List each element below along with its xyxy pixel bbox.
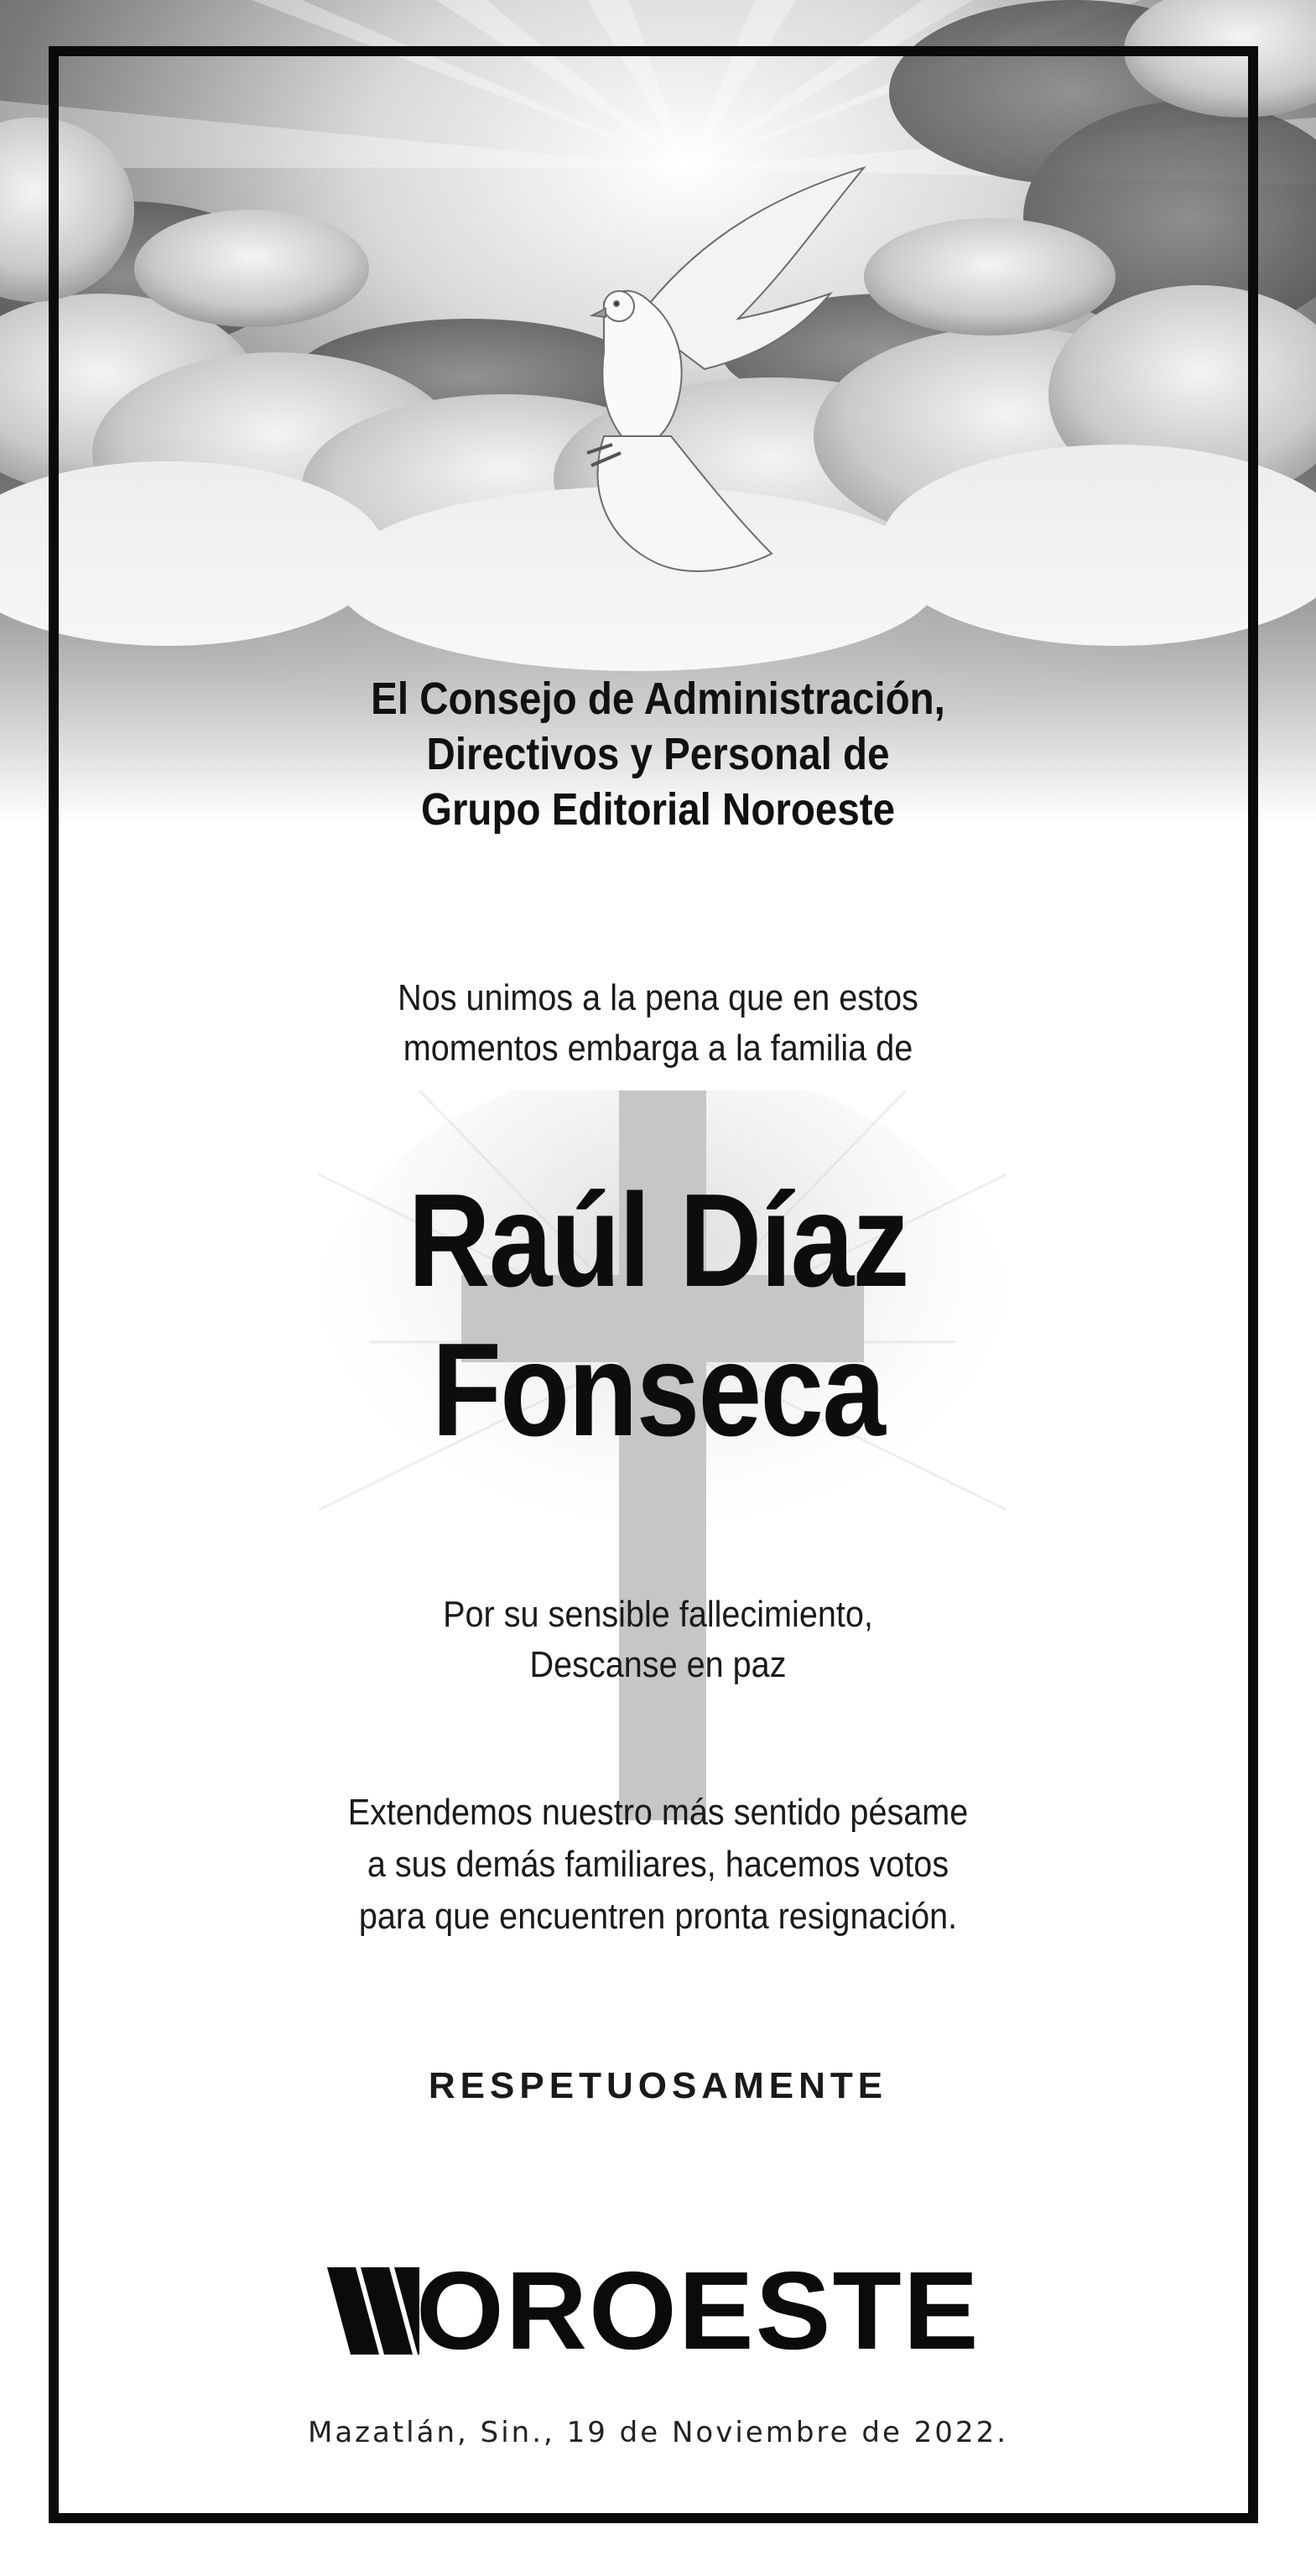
reason-line-1: Por su sensible fallecimiento,	[443, 1594, 873, 1635]
noroeste-logo	[327, 2249, 1023, 2372]
sender-line-2: Directivos y Personal de	[426, 729, 890, 779]
place-date: Mazatlán, Sin., 19 de Noviembre de 2022.	[307, 2416, 1009, 2449]
sender-line-1: El Consejo de Administración,	[371, 674, 945, 724]
sender-heading	[79, 671, 1237, 837]
deceased-name-line-1: Raúl Díaz	[408, 1167, 908, 1314]
reason-line-2: Descanse en paz	[529, 1644, 787, 1685]
intro-line-1: Nos unimos a la pena que en estos	[398, 977, 918, 1018]
deceased-name	[92, 1166, 1224, 1465]
deceased-name-line-2: Fonseca	[431, 1316, 885, 1464]
condolence-line-2: a sus demás familiares, hacemos votos	[367, 1844, 949, 1885]
noroeste-chevron-icon	[327, 2267, 419, 2355]
intro-line-2: momentos embarga a la familia de	[403, 1028, 913, 1069]
condolence-text	[65, 1787, 1250, 1943]
intro-text	[65, 973, 1250, 1074]
closing-text: RESPETUOSAMENTE	[428, 2065, 888, 2106]
sender-line-3: Grupo Editorial Noroeste	[420, 784, 896, 835]
reason-text	[65, 1590, 1250, 1690]
condolence-line-3: para que encuentren pronta resignación.	[358, 1896, 958, 1937]
condolence-line-1: Extendemos nuestro más sentido pésame	[347, 1792, 969, 1833]
noroeste-wordmark: OROESTE	[416, 2249, 980, 2372]
